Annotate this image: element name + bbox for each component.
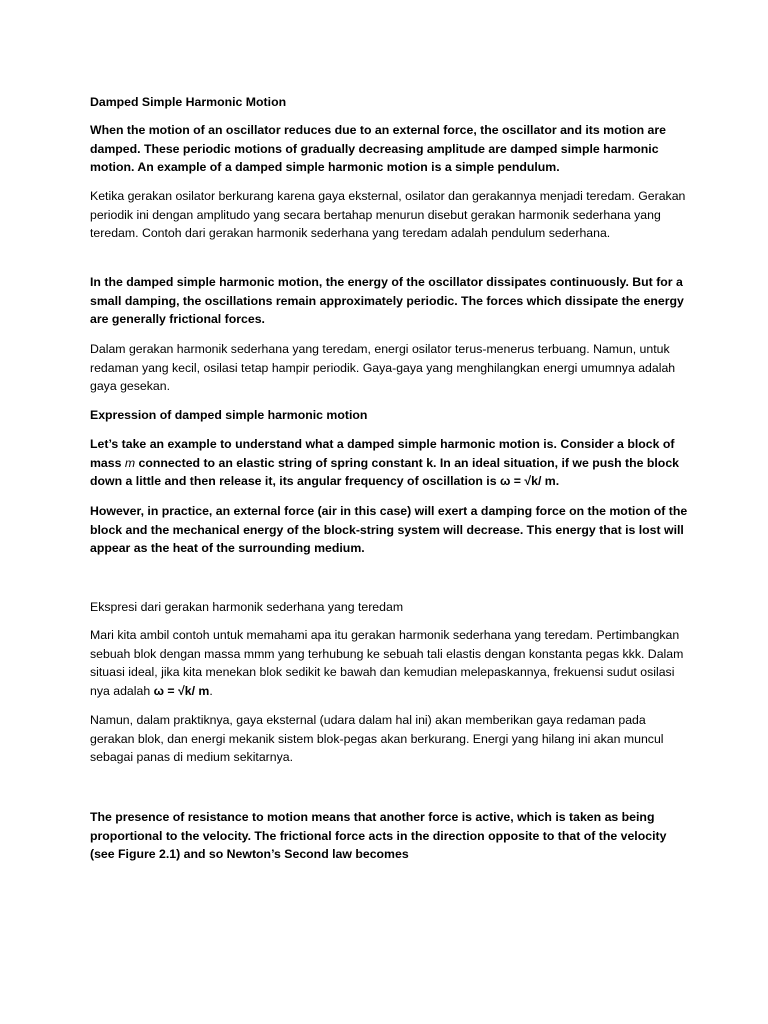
document-title: Damped Simple Harmonic Motion [90,95,287,109]
paragraph-energy-id: Dalam gerakan harmonik sederhana yang teredam, energi osilator terus-menerus terbuang. Namun, untuk redaman yang kecil, osilasi tetap hampir periodik. Gaya-gaya yang menghilangkan energi umumnya adalah gaya gesekan. [90,342,676,394]
section-heading-expression-id: Ekspresi dari gerakan harmonik sederhana yang teredam [90,600,404,614]
example-id-text: Mari kita ambil contoh untuk memahami apa itu gerakan harmonik sederhana yang teredam. Pertimbangkan sebuah blok dengan massa mmm yang terhubung ke sebuah tali elastis dengan konstanta pegas kkk. Dalam situasi ideal, jika kita menekan blok sedikit ke bawah dan kemudian melepaskannya, frekuensi sudut osilasi nya adalah [90,628,684,698]
paragraph-practice-en: However, in practice, an external force (air in this case) will exert a damping force on the motion of the block and the mechanical energy of the block-string system will decrease. This energy that is lost will appear as the heat of the surrounding medium. [90,504,688,556]
paragraph-example-en [90,435,690,491]
paragraph-resistance-en: The presence of resistance to motion means that another force is active, which is taken as being proportional to the velocity. The frictional force acts in the direction opposite to that of the velocity (see Figure 2.1) and so Newton’s Second law becomes [90,810,667,862]
paragraph-intro-en: When the motion of an oscillator reduces due to an external force, the oscillator and its motion are damped. These periodic motions of gradually decreasing amplitude are damped simple harmonic motion. An example of a damped simple harmonic motion is a simple pendulum. [90,123,667,175]
paragraph-example-id [90,626,690,700]
section-heading-expression: Expression of damped simple harmonic motion [90,408,368,422]
paragraph-energy-en: In the damped simple harmonic motion, the energy of the oscillator dissipates continuously. But for a small damping, the oscillations remain approximately periodic. The forces which dissipate the energy are generally frictional forces. [90,275,684,327]
example-en-text-a: Let’s take an example to understand what a damped simple harmonic motion is. Consider a block of mass [90,437,675,470]
example-id-end: . [209,683,213,698]
mass-symbol: m [124,455,136,470]
paragraph-practice-id: Namun, dalam praktiknya, gaya eksternal (udara dalam hal ini) akan memberikan gaya redaman pada gerakan blok, dan energi mekanik sistem blok-pegas akan berkurang. Energi yang hilang ini akan muncul sebagai panas di medium sekitarnya. [90,713,664,765]
example-en-text-b: connected to an elastic string of spring constant k. In an ideal situation, if we push the block down a little and then release it, its angular frequency of oscillation is ω = √k/ m. [90,455,679,489]
paragraph-intro-id: Ketika gerakan osilator berkurang karena gaya eksternal, osilator dan gerakannya menjadi teredam. Gerakan periodik ini dengan amplitudo yang secara bertahap menurun disebut gerakan harmonik sederhana yang teredam. Contoh dari gerakan harmonik sederhana yang teredam adalah pendulum sederhana. [90,189,686,241]
angular-frequency-formula: ω = √k/ m [153,683,210,698]
